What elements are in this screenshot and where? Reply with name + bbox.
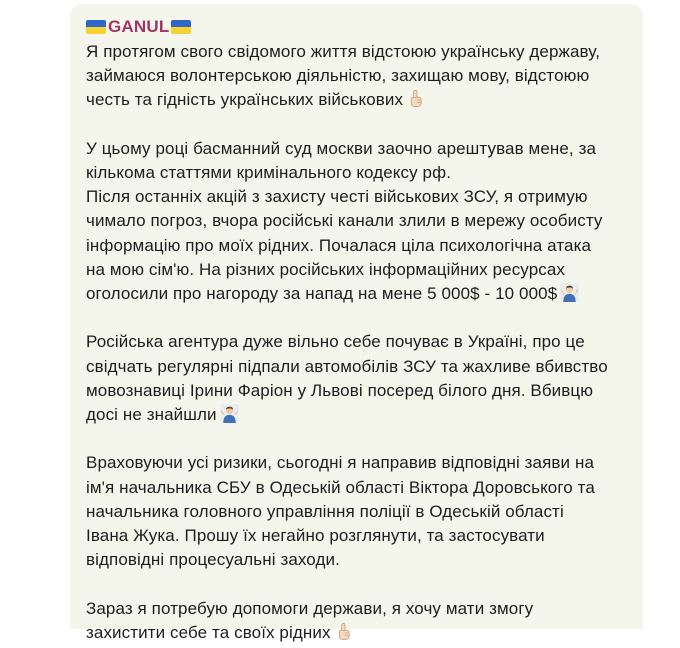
message-line-with-emoji [86,88,643,112]
message-line-text: честь та гідність українських військових [86,90,404,110]
message-line: інформацію про моїх рідних. Почалася ціла психологічна атака [86,235,592,255]
shrug-icon [560,283,579,302]
message-paragraph [86,451,643,572]
pointing-up-icon [334,622,353,641]
message-line: відповідні процесуальні заходи. [86,550,340,570]
sender-name[interactable]: GANUL [108,17,170,36]
ukraine-flag-icon [171,20,191,34]
message-line: свідчать регулярні підпали автомобілів ЗСУ та жахливе вбивство [86,356,608,376]
message-line: Після останніх акцій з захисту честі військових ЗСУ, я отримую [86,187,588,207]
message-line: Івана Жука. Прошу їх негайно розглянути, та застосувати [86,526,545,546]
pointing-up-icon [406,89,425,108]
message-line-text: захистити себе та своїх рідних [86,622,331,642]
message-line: начальника головного управління поліції в Одеській області [86,501,564,521]
message-text [86,40,643,645]
message-paragraph [86,597,643,645]
message-paragraph [86,137,643,306]
message-line: У цьому році басманний суд москви заочно арештував мене, за [86,138,597,158]
ukraine-flag-icon [86,20,106,34]
message-line: Враховуючи усі ризики, сьогодні я направив відповідні заяви на [86,453,594,473]
message-line-text: досі не знайшли [86,405,217,425]
shrug-icon [220,404,239,423]
message-line: займаюся волонтерською діяльністю, захищаю мову, відстоюю [86,66,590,86]
message-line-with-emoji [86,621,643,645]
message-line: чимало погроз, вчора російські канали злили в мережу особисту [86,211,603,231]
message-line: мовознавиці Ірини Фаріон у Львові посеред білого дня. Вбивцю [86,380,594,400]
message-paragraph [86,330,643,427]
sender-header[interactable] [86,16,643,38]
message-line: на мою сім'ю. На різних російських інформаційних ресурсах [86,259,566,279]
message-bubble [70,4,643,642]
message-line: Зараз я потребую допомоги держави, я хочу мати змогу [86,598,534,618]
message-line-text: оголосили про нагороду за напад на мене 5 000$ - 10 000$ [86,284,558,304]
message-line-with-emoji [86,403,643,427]
message-line: кількома статтями кримінального кодексу рф. [86,163,452,182]
message-line: ім'я начальника СБУ в Одеській області Віктора Доровського та [86,477,595,497]
message-line: Російська агентура дуже вільно себе почуває в Україні, про це [86,332,585,352]
message-line-with-emoji [86,282,643,306]
message-line: Я протягом свого свідомого життя відстоюю українську державу, [86,42,601,61]
message-paragraph [86,40,643,113]
